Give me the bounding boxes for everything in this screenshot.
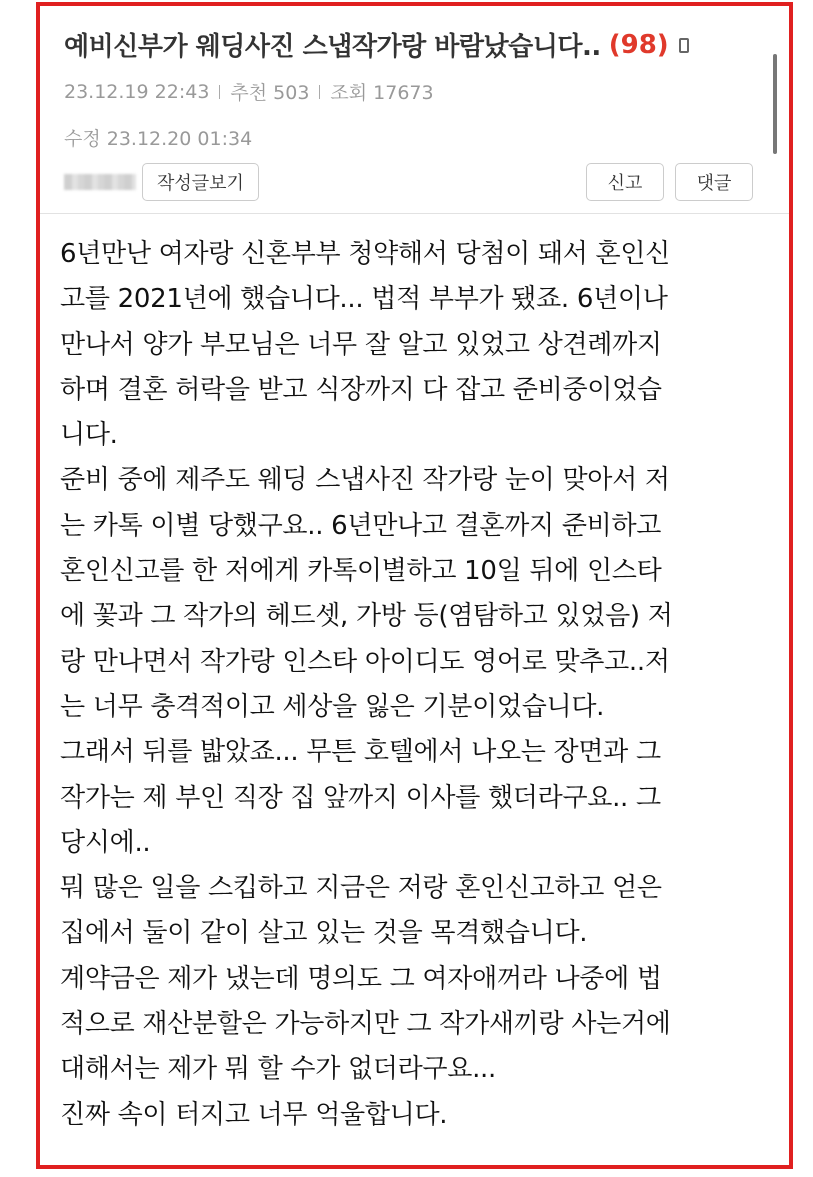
meta-divider (319, 85, 320, 99)
post-header (40, 6, 789, 216)
author-name-blurred[interactable] (64, 174, 136, 190)
body-line: 진짜 속이 터지고 너무 억울합니다. (60, 1099, 448, 1130)
post-frame (36, 2, 793, 1169)
meta-divider (219, 85, 220, 99)
body-line: 당시에.. (60, 827, 151, 858)
view-count: 조회 17673 (330, 82, 434, 104)
modified-date: 수정 23.12.20 01:34 (64, 128, 253, 150)
recommend-count: 추천 503 (230, 82, 310, 104)
post-date: 23.12.19 22:43 (64, 80, 210, 103)
report-button[interactable]: 신고 (586, 163, 664, 201)
body-line: 는 너무 충격적이고 세상을 잃은 기분이었습니다. (60, 691, 605, 722)
body-line: 계약금은 제가 냈는데 명의도 그 여자애꺼라 나중에 법 (60, 963, 662, 994)
body-line: 집에서 둘이 같이 살고 있는 것을 목격했습니다. (60, 918, 588, 949)
body-line: 6년만난 여자랑 신혼부부 청약해서 당첨이 돼서 혼인신 (60, 239, 670, 269)
comment-count[interactable]: (98) (608, 29, 669, 60)
view-posts-button[interactable]: 작성글보기 (142, 163, 259, 201)
body-line: 작가는 제 부인 직장 집 앞까지 이사를 했더라구요.. 그 (60, 782, 661, 813)
body-line: 는 카톡 이별 당했구요.. 6년만나고 결혼까지 준비하고 (60, 510, 662, 541)
body-line: 준비 중에 제주도 웨딩 스냅사진 작가랑 눈이 맞아서 저 (60, 465, 670, 496)
body-line: 뭐 많은 일을 스킵하고 지금은 저랑 혼인신고하고 얻은 (60, 873, 662, 904)
action-buttons (586, 163, 753, 201)
body-line: 니다. (60, 420, 118, 451)
body-line: 하며 결혼 허락을 받고 식장까지 다 잡고 준비중이었습 (60, 374, 662, 405)
post-meta (64, 78, 434, 105)
body-line: 대해서는 제가 뭐 할 수가 없더라구요... (60, 1054, 496, 1085)
header-divider (40, 213, 789, 214)
scrollbar[interactable] (773, 54, 777, 154)
comment-button[interactable]: 댓글 (675, 163, 753, 201)
body-line: 적으로 재산분할은 가능하지만 그 작가새끼랑 사는거에 (60, 1009, 671, 1040)
body-line: 에 꽃과 그 작가의 헤드셋, 가방 등(염탐하고 있었음) 저 (60, 601, 673, 632)
body-line: 혼인신고를 한 저에게 카톡이별하고 10일 뒤에 인스타 (60, 556, 662, 587)
title-row (64, 26, 765, 63)
post-body (60, 232, 773, 1138)
body-line: 그래서 뒤를 밟았죠... 무튼 호텔에서 나오는 장면과 그 (60, 737, 661, 768)
body-line: 랑 만나면서 작가랑 인스타 아이디도 영어로 맞추고..저 (60, 646, 670, 677)
author-row (64, 162, 753, 202)
post-title: 예비신부가 웨딩사진 스냅작가랑 바람났습니다.. (64, 32, 601, 62)
body-line: 만나서 양가 부모님은 너무 잘 알고 있었고 상견례까지 (60, 329, 662, 360)
body-line: 고를 2021년에 했습니다... 법적 부부가 됐죠. 6년이나 (60, 284, 668, 315)
mobile-phone-icon (679, 38, 689, 53)
